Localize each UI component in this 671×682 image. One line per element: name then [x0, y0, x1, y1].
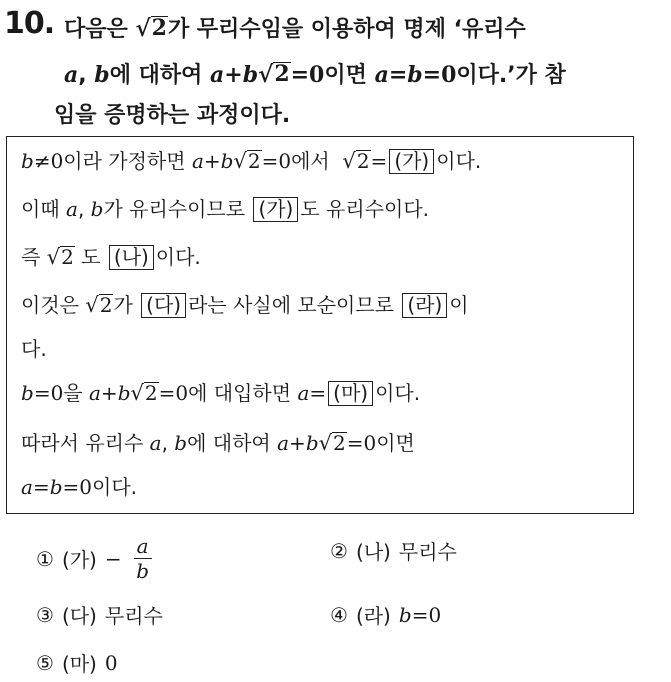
choice-number: ① — [36, 546, 54, 571]
proof-text: 이것은 — [21, 293, 79, 317]
proof-line-5: 다. — [21, 337, 47, 361]
sqrt-expression: √ 2 — [342, 149, 370, 173]
question-text: 이다.’가 참 — [456, 63, 566, 88]
choice-1[interactable] — [36, 536, 152, 581]
math-var: b — [174, 431, 188, 455]
math-op: = — [32, 475, 50, 499]
math-var: b — [407, 62, 423, 88]
proof-text: 도 — [81, 245, 101, 269]
blank-na: (나) — [109, 245, 154, 270]
math-op: ≠0 — [33, 149, 64, 173]
math-var: a — [66, 197, 78, 221]
math-var: a — [64, 62, 79, 88]
proof-text: 이라 가정하면 — [63, 149, 186, 173]
proof-text: 즉 — [21, 245, 41, 269]
question-line-2 — [64, 58, 566, 89]
sqrt-expression: √ 2 — [135, 15, 167, 42]
choice-number: ② — [330, 538, 348, 563]
choice-number: ④ — [330, 602, 348, 627]
proof-text: 이다. — [436, 149, 482, 173]
proof-text: 이면 — [376, 431, 415, 455]
math-op: + — [100, 381, 118, 405]
proof-line-1 — [21, 145, 481, 174]
proof-text: 도 유리수이다. — [300, 197, 430, 221]
comma: , — [161, 431, 168, 455]
proof-text: 이 — [449, 293, 469, 317]
choice-label: (라) — [355, 604, 391, 628]
proof-box — [6, 136, 634, 514]
sqrt-expression: √ 2 — [258, 61, 290, 88]
math-var: b — [21, 381, 34, 405]
sqrt-expression: √ 2 — [318, 431, 346, 455]
choice-label: (마) — [61, 652, 97, 676]
proof-text: 을 — [63, 381, 83, 405]
proof-text: 라는 사실에 모순이므로 — [188, 293, 394, 317]
choice-4[interactable] — [330, 600, 441, 629]
sqrt-expression: √ 2 — [85, 293, 113, 317]
math-op: − — [104, 546, 122, 571]
math-var: a — [277, 431, 290, 455]
proof-line-8 — [21, 471, 137, 500]
math-op: =0 — [346, 431, 377, 455]
blank-ma: (마) — [328, 381, 373, 406]
math-var: b — [94, 62, 110, 88]
math-op: =0 — [62, 475, 92, 499]
proof-text: 이때 — [21, 197, 60, 221]
question-text: 이면 — [324, 63, 367, 88]
math-op: =0 — [290, 62, 325, 88]
math-op: + — [203, 149, 221, 173]
math-op: =0 — [158, 381, 189, 405]
choice-number: ③ — [36, 602, 54, 627]
math-var: a — [149, 431, 162, 455]
math-var: b — [220, 149, 234, 173]
comma: , — [77, 197, 85, 221]
choice-value: 0 — [104, 650, 118, 675]
question-text: 가 무리수임을 이용하여 명제 ‘유리수 — [167, 17, 526, 42]
sqrt-expression: √ 2 — [130, 381, 158, 405]
math-var: a — [88, 381, 101, 405]
math-op: =0 — [33, 381, 64, 405]
math-var: b — [398, 602, 412, 627]
choice-number: ⑤ — [36, 650, 54, 675]
proof-line-4 — [21, 289, 469, 318]
blank-ga: (가) — [389, 149, 434, 174]
question-text: 다음은 — [64, 17, 128, 42]
fraction-numerator: a — [134, 536, 152, 559]
proof-line-6 — [21, 377, 420, 406]
blank-ra: (라) — [402, 293, 447, 318]
fraction — [134, 536, 152, 581]
math-op: =0 — [422, 62, 457, 88]
math-var: b — [49, 475, 63, 499]
blank-ga: (가) — [253, 197, 298, 222]
choice-value: 무리수 — [104, 604, 163, 628]
proof-text: 따라서 유리수 — [21, 431, 144, 455]
proof-line-3 — [21, 241, 201, 270]
math-var: a — [191, 149, 204, 173]
math-op: =0 — [261, 149, 292, 173]
math-op: + — [224, 62, 243, 88]
proof-line-2 — [21, 193, 429, 222]
math-op: = — [370, 149, 388, 173]
math-var: b — [21, 149, 34, 173]
math-op: = — [309, 381, 327, 405]
math-var: b — [117, 381, 131, 405]
math-var: b — [90, 197, 104, 221]
proof-text: 에 대입하면 — [188, 381, 292, 405]
math-var: a — [210, 62, 225, 88]
math-op: + — [289, 431, 306, 455]
choice-3[interactable] — [36, 600, 163, 629]
fraction-denominator: b — [136, 559, 150, 583]
math-op: = — [388, 62, 408, 88]
math-var: a — [21, 475, 33, 499]
proof-text: 이다. — [375, 381, 421, 405]
question-line-3: 임을 증명하는 과정이다. — [54, 103, 291, 128]
question-line-1 — [64, 12, 526, 43]
choice-5[interactable] — [36, 648, 118, 677]
proof-text: 에 대하여 — [187, 431, 271, 455]
math-var: a — [374, 62, 389, 88]
math-op: =0 — [411, 602, 442, 627]
math-var: a — [297, 381, 310, 405]
proof-text: 가 유리수이므로 — [103, 197, 246, 221]
choice-label: (가) — [61, 548, 97, 572]
proof-text: 이다. — [92, 475, 137, 499]
choice-label: (나) — [355, 540, 391, 564]
math-var: b — [242, 62, 259, 88]
comma: , — [78, 63, 87, 88]
choice-value: 무리수 — [398, 540, 457, 564]
proof-text: 이다. — [155, 245, 201, 269]
proof-text: 가 — [113, 293, 133, 317]
question-number: 10. — [4, 6, 55, 41]
proof-text: 에서 — [291, 149, 330, 173]
choice-label: (다) — [61, 604, 97, 628]
proof-line-7 — [21, 427, 415, 456]
blank-da: (다) — [141, 293, 186, 318]
sqrt-expression: √ 2 — [233, 149, 261, 173]
sqrt-expression: √ 2 — [46, 245, 74, 269]
math-var: b — [305, 431, 319, 455]
question-text: 에 대하여 — [109, 63, 203, 88]
choice-2[interactable] — [330, 536, 457, 565]
